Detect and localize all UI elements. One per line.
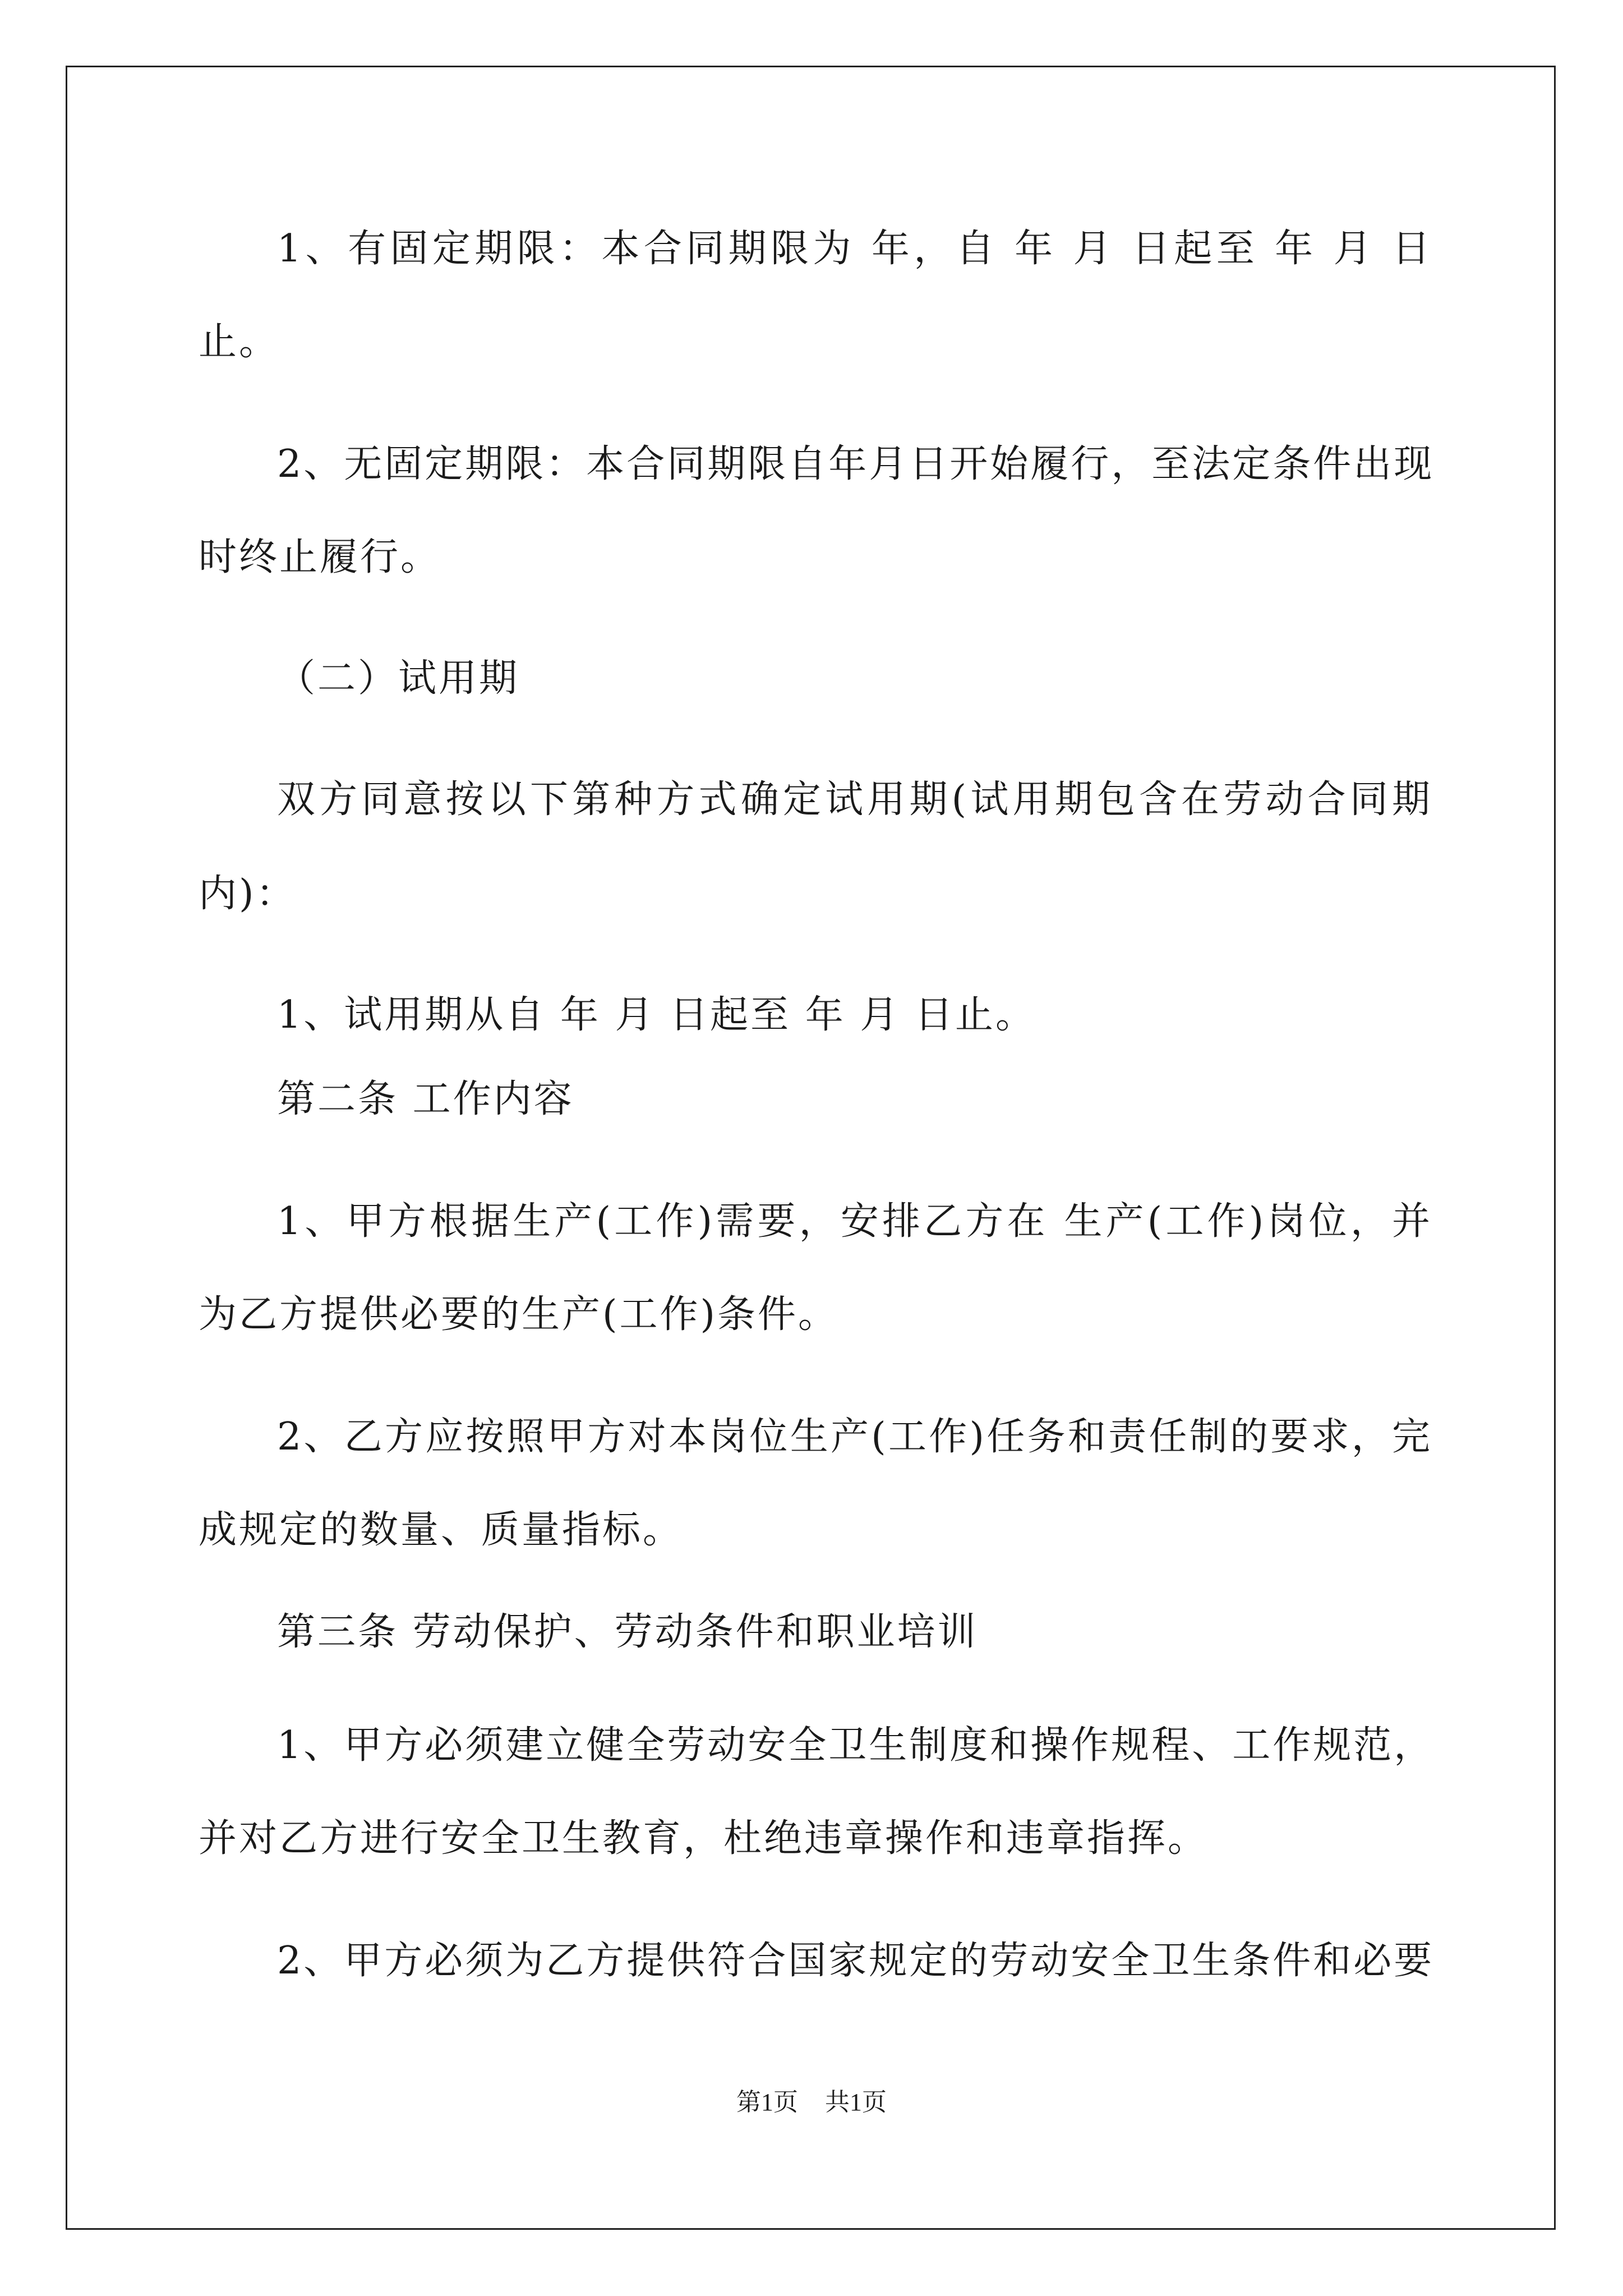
paragraph-line: 1、甲方根据生产(工作)需要，安排乙方在 生产(工作)岗位，并 [277,1199,1432,1244]
paragraph-line: 1、有固定期限：本合同期限为 年，自 年 月 日起至 年 月 日 [277,227,1432,271]
section-heading: （二）试用期 [277,656,520,701]
page-total: 共1页 [825,2088,887,2116]
paragraph-line: 2、无固定期限：本合同期限自年月日开始履行，至法定条件出现 [277,442,1435,486]
paragraph-line: 成规定的数量、质量指标。 [199,1508,684,1552]
paragraph-line: 止。 [199,320,280,364]
page-number: 第1页 [736,2088,798,2116]
article-heading: 第二条 工作内容 [277,1077,574,1121]
paragraph-line: 2、乙方应按照甲方对本岗位生产(工作)任务和责任制的要求，完 [277,1415,1432,1459]
article-heading: 第三条 劳动保护、劳动条件和职业培训 [277,1610,978,1654]
page-border [66,66,1556,2230]
paragraph-line: 1、试用期从自 年 月 日起至 年 月 日止。 [277,993,1036,1037]
paragraph-line: 双方同意按以下第种方式确定试用期(试用期包含在劳动合同期 [277,777,1432,822]
paragraph-line: 时终止履行。 [199,535,441,579]
paragraph-line: 并对乙方进行安全卫生教育，杜绝违章操作和违章指挥。 [199,1816,1209,1861]
paragraph-line: 2、甲方必须为乙方提供符合国家规定的劳动安全卫生条件和必要 [277,1939,1435,1983]
paragraph-line: 为乙方提供必要的生产(工作)条件。 [199,1292,839,1337]
paragraph-line: 1、甲方必须建立健全劳动安全卫生制度和操作规程、工作规范， [277,1723,1435,1768]
paragraph-line: 内)： [199,872,297,916]
page-footer [0,2086,1623,2119]
